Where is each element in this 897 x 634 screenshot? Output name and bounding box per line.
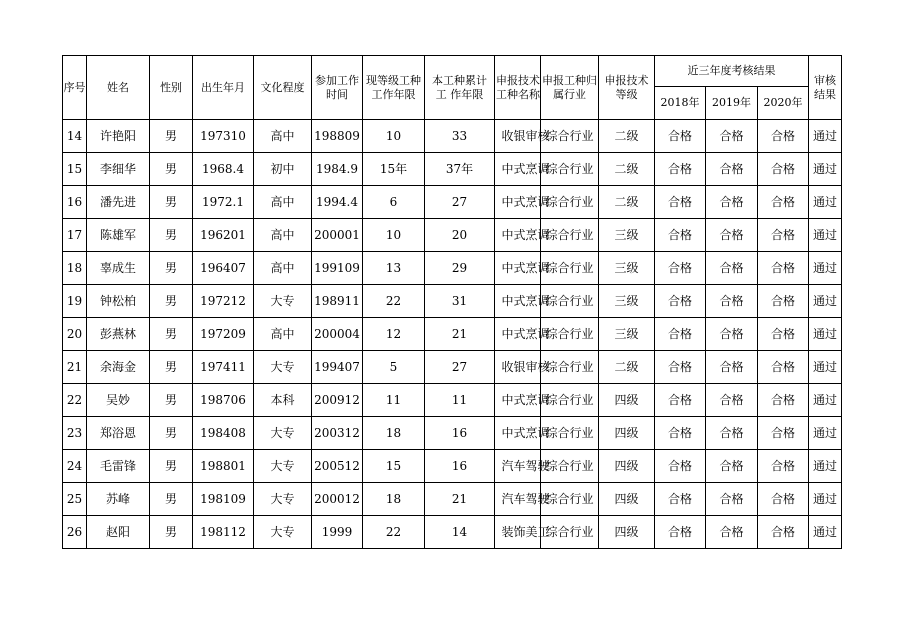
header-industry-label: 申报工种归属行业 — [542, 73, 597, 101]
result-2018-cell: 合格 — [655, 186, 706, 219]
trade-cell — [495, 417, 550, 450]
trade-cell-text: 中式烹调 — [501, 261, 550, 275]
cumulative-years-cell: 29 — [425, 252, 495, 285]
start-work-cell: 199109 — [312, 252, 363, 285]
birth-cell: 196201 — [193, 219, 254, 252]
trade-cell — [495, 153, 550, 186]
gender-cell: 男 — [150, 417, 193, 450]
cumulative-years-cell: 21 — [425, 318, 495, 351]
header-cumulative-years — [425, 56, 495, 120]
seq-cell: 21 — [63, 351, 87, 384]
header-assessment: 近三年度考核结果 — [655, 56, 809, 87]
education-cell: 大专 — [254, 285, 312, 318]
current-years-cell: 18 — [363, 417, 425, 450]
trade-cell-text: 中式烹调 — [501, 327, 550, 341]
trade-cell — [495, 516, 550, 549]
name-cell: 赵阳 — [87, 516, 150, 549]
trade-cell-text: 汽车驾驶 — [501, 459, 550, 473]
header-cumulative-years-label: 本工种累计工 作年限 — [432, 73, 487, 101]
industry-cell: 综合行业 — [541, 285, 599, 318]
header-review — [809, 56, 842, 120]
current-years-cell: 13 — [363, 252, 425, 285]
result-2019-cell: 合格 — [706, 483, 758, 516]
name-cell: 李细华 — [87, 153, 150, 186]
level-cell: 四级 — [599, 384, 655, 417]
result-2018-cell: 合格 — [655, 516, 706, 549]
header-trade-name-label: 申报技术工种名称 — [496, 73, 540, 101]
trade-cell-text: 中式烹调 — [501, 393, 550, 407]
education-cell: 高中 — [254, 318, 312, 351]
name-cell: 毛雷锋 — [87, 450, 150, 483]
header-start-work — [312, 56, 363, 120]
result-2020-cell: 合格 — [758, 450, 809, 483]
review-cell: 通过 — [809, 186, 842, 219]
current-years-cell: 10 — [363, 120, 425, 153]
table-row — [63, 285, 842, 318]
level-cell: 三级 — [599, 318, 655, 351]
cumulative-years-cell: 11 — [425, 384, 495, 417]
review-cell: 通过 — [809, 516, 842, 549]
result-2018-cell: 合格 — [655, 384, 706, 417]
result-2020-cell: 合格 — [758, 483, 809, 516]
seq-cell: 26 — [63, 516, 87, 549]
name-cell: 陈雄军 — [87, 219, 150, 252]
current-years-cell: 11 — [363, 384, 425, 417]
education-cell: 本科 — [254, 384, 312, 417]
result-2020-cell: 合格 — [758, 120, 809, 153]
header-current-years — [363, 56, 425, 120]
trade-cell — [495, 285, 550, 318]
result-2018-cell: 合格 — [655, 120, 706, 153]
birth-cell: 1968.4 — [193, 153, 254, 186]
result-2020-cell: 合格 — [758, 417, 809, 450]
cumulative-years-cell: 14 — [425, 516, 495, 549]
industry-cell: 综合行业 — [541, 384, 599, 417]
table-row — [63, 153, 842, 186]
header-industry — [541, 56, 599, 120]
cumulative-years-cell: 16 — [425, 417, 495, 450]
gender-cell: 男 — [150, 450, 193, 483]
birth-cell: 198109 — [193, 483, 254, 516]
header-trade-name — [495, 56, 541, 120]
review-cell: 通过 — [809, 417, 842, 450]
result-2019-cell: 合格 — [706, 219, 758, 252]
result-2018-cell: 合格 — [655, 351, 706, 384]
cumulative-years-cell: 27 — [425, 351, 495, 384]
industry-cell: 综合行业 — [541, 351, 599, 384]
education-cell: 大专 — [254, 516, 312, 549]
header-2018: 2018年 — [655, 87, 706, 120]
seq-cell: 19 — [63, 285, 87, 318]
birth-cell: 198801 — [193, 450, 254, 483]
applicant-table — [62, 55, 842, 549]
header-start-work-label: 参加工作时间 — [315, 73, 359, 101]
level-cell: 四级 — [599, 483, 655, 516]
industry-cell: 综合行业 — [541, 120, 599, 153]
result-2019-cell: 合格 — [706, 417, 758, 450]
result-2018-cell: 合格 — [655, 450, 706, 483]
result-2018-cell: 合格 — [655, 285, 706, 318]
level-cell: 三级 — [599, 285, 655, 318]
header-gender: 性别 — [150, 56, 193, 120]
start-work-cell: 199407 — [312, 351, 363, 384]
name-cell: 吴妙 — [87, 384, 150, 417]
name-cell: 潘先进 — [87, 186, 150, 219]
industry-cell: 综合行业 — [541, 219, 599, 252]
table-row — [63, 186, 842, 219]
start-work-cell: 1984.9 — [312, 153, 363, 186]
education-cell: 大专 — [254, 450, 312, 483]
trade-cell-text: 中式烹调 — [501, 426, 550, 440]
seq-cell: 22 — [63, 384, 87, 417]
header-current-years-label: 现等级工种工作年限 — [366, 73, 421, 101]
trade-cell — [495, 483, 550, 516]
cumulative-years-cell: 33 — [425, 120, 495, 153]
header-education: 文化程度 — [254, 56, 312, 120]
gender-cell: 男 — [150, 153, 193, 186]
start-work-cell: 200312 — [312, 417, 363, 450]
seq-cell: 17 — [63, 219, 87, 252]
result-2020-cell: 合格 — [758, 153, 809, 186]
header-review-label: 审核结果 — [814, 73, 837, 101]
header-2020: 2020年 — [758, 87, 809, 120]
education-cell: 大专 — [254, 483, 312, 516]
name-cell: 郑浴恩 — [87, 417, 150, 450]
level-cell: 三级 — [599, 252, 655, 285]
result-2018-cell: 合格 — [655, 153, 706, 186]
cumulative-years-cell: 16 — [425, 450, 495, 483]
table-row — [63, 351, 842, 384]
result-2018-cell: 合格 — [655, 483, 706, 516]
trade-cell — [495, 450, 550, 483]
trade-cell — [495, 318, 550, 351]
trade-cell — [495, 252, 550, 285]
table-row — [63, 252, 842, 285]
level-cell: 二级 — [599, 120, 655, 153]
education-cell: 高中 — [254, 186, 312, 219]
industry-cell: 综合行业 — [541, 417, 599, 450]
education-cell: 高中 — [254, 252, 312, 285]
result-2018-cell: 合格 — [655, 219, 706, 252]
seq-cell: 24 — [63, 450, 87, 483]
trade-cell-text: 装饰美工 — [501, 525, 550, 539]
review-cell: 通过 — [809, 120, 842, 153]
gender-cell: 男 — [150, 516, 193, 549]
current-years-cell: 22 — [363, 285, 425, 318]
result-2019-cell: 合格 — [706, 153, 758, 186]
current-years-cell: 15 — [363, 450, 425, 483]
header-2019: 2019年 — [706, 87, 758, 120]
result-2019-cell: 合格 — [706, 252, 758, 285]
review-cell: 通过 — [809, 318, 842, 351]
result-2020-cell: 合格 — [758, 285, 809, 318]
result-2020-cell: 合格 — [758, 252, 809, 285]
header-birth: 出生年月 — [193, 56, 254, 120]
trade-cell — [495, 351, 550, 384]
industry-cell: 综合行业 — [541, 153, 599, 186]
birth-cell: 198112 — [193, 516, 254, 549]
review-cell: 通过 — [809, 450, 842, 483]
table-row — [63, 318, 842, 351]
level-cell: 四级 — [599, 516, 655, 549]
current-years-cell: 22 — [363, 516, 425, 549]
trade-cell-text: 收银审核 — [501, 360, 550, 374]
result-2019-cell: 合格 — [706, 285, 758, 318]
trade-cell — [495, 120, 550, 153]
level-cell: 二级 — [599, 153, 655, 186]
table-body — [63, 120, 842, 549]
gender-cell: 男 — [150, 219, 193, 252]
birth-cell: 196407 — [193, 252, 254, 285]
result-2018-cell: 合格 — [655, 318, 706, 351]
current-years-cell: 10 — [363, 219, 425, 252]
result-2018-cell: 合格 — [655, 252, 706, 285]
trade-cell-text: 中式烹调 — [501, 195, 550, 209]
gender-cell: 男 — [150, 285, 193, 318]
name-cell: 钟松柏 — [87, 285, 150, 318]
seq-cell: 23 — [63, 417, 87, 450]
start-work-cell: 200512 — [312, 450, 363, 483]
start-work-cell: 1994.4 — [312, 186, 363, 219]
current-years-cell: 6 — [363, 186, 425, 219]
header-level — [599, 56, 655, 120]
start-work-cell: 200912 — [312, 384, 363, 417]
birth-cell: 197310 — [193, 120, 254, 153]
birth-cell: 197411 — [193, 351, 254, 384]
education-cell: 高中 — [254, 120, 312, 153]
result-2020-cell: 合格 — [758, 351, 809, 384]
result-2020-cell: 合格 — [758, 516, 809, 549]
name-cell: 辜成生 — [87, 252, 150, 285]
review-cell: 通过 — [809, 285, 842, 318]
trade-cell-text: 中式烹调 — [501, 294, 550, 308]
birth-cell: 197209 — [193, 318, 254, 351]
birth-cell: 1972.1 — [193, 186, 254, 219]
start-work-cell: 1999 — [312, 516, 363, 549]
industry-cell: 综合行业 — [541, 318, 599, 351]
table-row — [63, 450, 842, 483]
level-cell: 三级 — [599, 219, 655, 252]
education-cell: 初中 — [254, 153, 312, 186]
table-row — [63, 483, 842, 516]
review-cell: 通过 — [809, 483, 842, 516]
current-years-cell: 12 — [363, 318, 425, 351]
seq-cell: 16 — [63, 186, 87, 219]
level-cell: 四级 — [599, 417, 655, 450]
gender-cell: 男 — [150, 186, 193, 219]
level-cell: 二级 — [599, 186, 655, 219]
review-cell: 通过 — [809, 351, 842, 384]
result-2019-cell: 合格 — [706, 186, 758, 219]
start-work-cell: 200001 — [312, 219, 363, 252]
birth-cell: 198706 — [193, 384, 254, 417]
result-2019-cell: 合格 — [706, 384, 758, 417]
level-cell: 四级 — [599, 450, 655, 483]
header-level-label: 申报技术等级 — [604, 73, 649, 101]
industry-cell: 综合行业 — [541, 186, 599, 219]
current-years-cell: 15年 — [363, 153, 425, 186]
table-row — [63, 384, 842, 417]
result-2019-cell: 合格 — [706, 120, 758, 153]
table-row — [63, 120, 842, 153]
cumulative-years-cell: 31 — [425, 285, 495, 318]
trade-cell — [495, 219, 550, 252]
result-2019-cell: 合格 — [706, 351, 758, 384]
seq-cell: 14 — [63, 120, 87, 153]
trade-cell-text: 汽车驾驶 — [501, 492, 550, 506]
education-cell: 高中 — [254, 219, 312, 252]
result-2020-cell: 合格 — [758, 384, 809, 417]
seq-cell: 20 — [63, 318, 87, 351]
cumulative-years-cell: 21 — [425, 483, 495, 516]
start-work-cell: 198809 — [312, 120, 363, 153]
start-work-cell: 200012 — [312, 483, 363, 516]
header-seq: 序号 — [63, 56, 87, 120]
trade-cell — [495, 384, 550, 417]
review-cell: 通过 — [809, 219, 842, 252]
trade-cell-text: 中式烹调 — [501, 228, 550, 242]
gender-cell: 男 — [150, 351, 193, 384]
table-row — [63, 417, 842, 450]
seq-cell: 25 — [63, 483, 87, 516]
cumulative-years-cell: 27 — [425, 186, 495, 219]
industry-cell: 综合行业 — [541, 483, 599, 516]
seq-cell: 18 — [63, 252, 87, 285]
birth-cell: 198408 — [193, 417, 254, 450]
trade-cell-text: 中式烹调 — [501, 162, 550, 176]
review-cell: 通过 — [809, 153, 842, 186]
gender-cell: 男 — [150, 120, 193, 153]
industry-cell: 综合行业 — [541, 516, 599, 549]
start-work-cell: 198911 — [312, 285, 363, 318]
industry-cell: 综合行业 — [541, 252, 599, 285]
gender-cell: 男 — [150, 483, 193, 516]
birth-cell: 197212 — [193, 285, 254, 318]
name-cell: 苏峰 — [87, 483, 150, 516]
gender-cell: 男 — [150, 384, 193, 417]
cumulative-years-cell: 37年 — [425, 153, 495, 186]
industry-cell: 综合行业 — [541, 450, 599, 483]
result-2020-cell: 合格 — [758, 219, 809, 252]
table-row — [63, 219, 842, 252]
current-years-cell: 18 — [363, 483, 425, 516]
name-cell: 许艳阳 — [87, 120, 150, 153]
result-2020-cell: 合格 — [758, 318, 809, 351]
trade-cell — [495, 186, 550, 219]
start-work-cell: 200004 — [312, 318, 363, 351]
education-cell: 大专 — [254, 351, 312, 384]
education-cell: 大专 — [254, 417, 312, 450]
level-cell: 二级 — [599, 351, 655, 384]
result-2019-cell: 合格 — [706, 318, 758, 351]
result-2019-cell: 合格 — [706, 516, 758, 549]
gender-cell: 男 — [150, 252, 193, 285]
cumulative-years-cell: 20 — [425, 219, 495, 252]
result-2020-cell: 合格 — [758, 186, 809, 219]
gender-cell: 男 — [150, 318, 193, 351]
result-2018-cell: 合格 — [655, 417, 706, 450]
header-name: 姓名 — [87, 56, 150, 120]
review-cell: 通过 — [809, 252, 842, 285]
review-cell: 通过 — [809, 384, 842, 417]
name-cell: 余海金 — [87, 351, 150, 384]
current-years-cell: 5 — [363, 351, 425, 384]
seq-cell: 15 — [63, 153, 87, 186]
name-cell: 彭燕林 — [87, 318, 150, 351]
trade-cell-text: 收银审核 — [501, 129, 550, 143]
table-row — [63, 516, 842, 549]
result-2019-cell: 合格 — [706, 450, 758, 483]
